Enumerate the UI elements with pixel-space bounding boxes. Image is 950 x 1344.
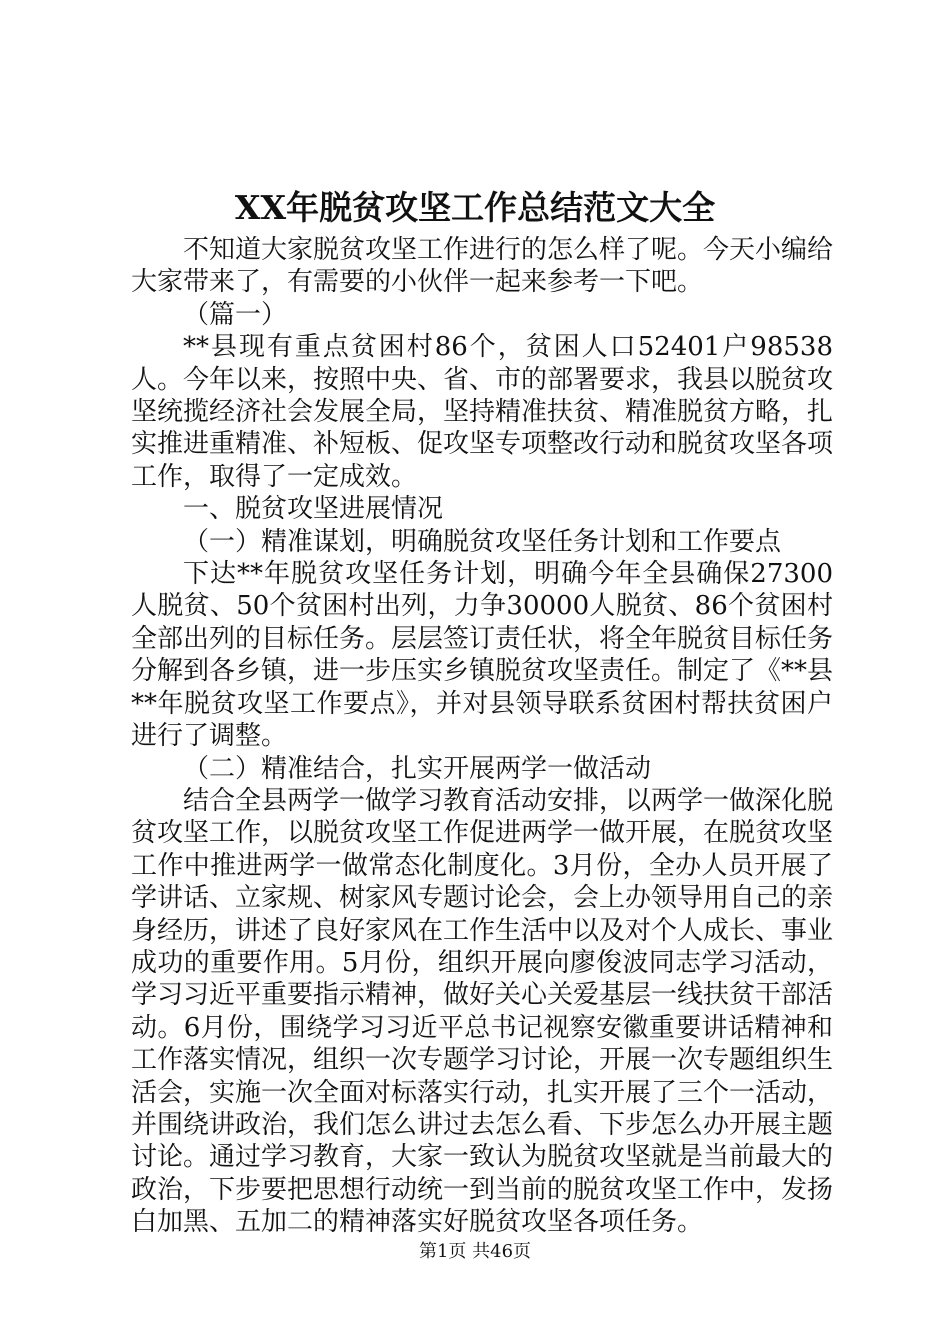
document-body bbox=[131, 234, 833, 1239]
document-title: XX年脱贫攻坚工作总结范文大全 bbox=[234, 188, 716, 227]
subheading-study: （二）精准结合，扎实开展两学一做活动 bbox=[183, 753, 652, 784]
paragraph-overview: **县现有重点贫困村86个，贫困人口52401户98538人。今年以来，按照中央、省、市的部署要求，我县以脱贫攻坚统揽经济社会发展全局，坚持精准扶贫、精准脱贫方略，扎实推进重精准、补短板、促攻坚专项整改行动和脱贫攻坚各项工作，取得了一定成效。 bbox=[131, 332, 834, 492]
paragraph-section-label: （篇一） bbox=[183, 299, 288, 330]
paragraph-planning: 下达**年脱贫攻坚任务计划，明确今年全县确保27300人脱贫、50个贫困村出列，力争30000人脱贫、86个贫困村全部出列的目标任务。层层签订责任状，将全年脱贫目标任务分解到各乡镇，进一步压实乡镇脱贫攻坚责任。制定了《**县**年脱贫攻坚工作要点》，并对县领导联系贫困村帮扶贫困户进行了调整。 bbox=[131, 559, 834, 752]
paragraph-study: 结合全县两学一做学习教育活动安排，以两学一做深化脱贫攻坚工作，以脱贫攻坚工作促进两学一做开展，在脱贫攻坚工作中推进两学一做常态化制度化。3月份，全办人员开展了学讲话、立家规、树家风专题讨论会，会上办领导用自己的亲身经历，讲述了良好家风在工作生活中以及对个人成长、事业成功的重要作用。5月份，组织开展向廖俊波同志学习活动，学习习近平重要指示精神，做好关心关爱基层一线扶贫干部活动。6月份，围绕学习习近平总书记视察安徽重要讲话精神和工作落实情况，组织一次专题学习讨论，开展一次专题组织生活会，实施一次全面对标落实行动，扎实开展了三个一活动，并围绕讲政治，我们怎么讲过去怎么看、下步怎么办开展主题讨论。通过学习教育，大家一致认为脱贫攻坚就是当前最大的政治，下步要把思想行动统一到当前的脱贫攻坚工作中，发扬白加黑、五加二的精神落实好脱贫攻坚各项任务。 bbox=[131, 785, 834, 1238]
paragraph-intro: 不知道大家脱贫攻坚工作进行的怎么样了呢。今天小编给大家带来了，有需要的小伙伴一起来参考一下吧。 bbox=[131, 235, 834, 298]
page-number-footer: 第1页 共46页 bbox=[418, 1241, 532, 1262]
heading-progress: 一、脱贫攻坚进展情况 bbox=[183, 494, 444, 525]
subheading-planning: （一）精准谋划，明确脱贫攻坚任务计划和工作要点 bbox=[183, 526, 782, 557]
